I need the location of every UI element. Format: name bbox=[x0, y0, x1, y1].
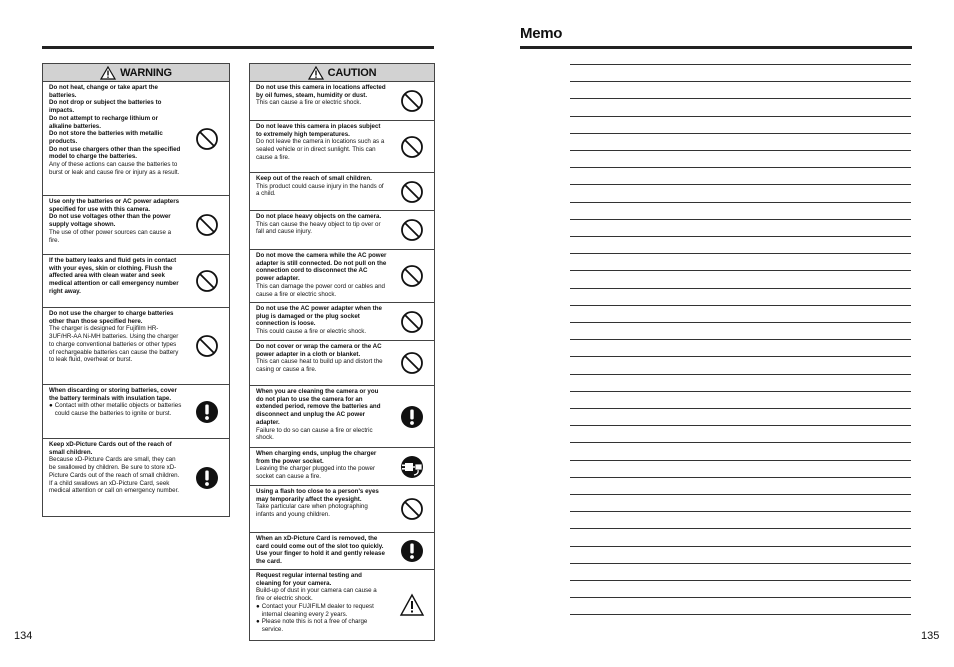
safety-row-text bbox=[43, 308, 185, 384]
memo-writing-line bbox=[570, 219, 911, 220]
top-rule-right bbox=[520, 46, 912, 49]
instruction-text: Using a flash too close to a person's eyes may temporarily affect the eyesight. bbox=[256, 488, 379, 503]
explanation-text: Do not leave the camera in locations such as a sealed vehicle or in direct sunlight. This can cause a fire. bbox=[256, 138, 385, 161]
instruction-text: Do not place heavy objects on the camera. bbox=[256, 213, 382, 220]
memo-writing-line bbox=[570, 202, 911, 203]
bullet-text: Contact with other metallic objects or batteries could cause the batteries to ignite or burst. bbox=[54, 402, 182, 418]
explanation-text: This can damage the power cord or cables and cause a fire or electric shock. bbox=[256, 282, 385, 298]
memo-writing-line bbox=[570, 184, 911, 185]
safety-row bbox=[250, 250, 434, 303]
memo-writing-line bbox=[570, 442, 911, 443]
memo-writing-line bbox=[570, 98, 911, 99]
safety-row bbox=[43, 385, 229, 439]
safety-row-text bbox=[43, 439, 185, 516]
instruction-text: Request regular internal testing and cleaning for your camera. bbox=[256, 572, 362, 587]
instruction-text: Use only the batteries or AC power adapters specified for use with this camera. bbox=[49, 198, 180, 213]
safety-row-text bbox=[43, 196, 185, 254]
bullet-dot-icon: ● bbox=[49, 402, 53, 410]
safety-row-text bbox=[250, 303, 390, 340]
safety-row bbox=[43, 439, 229, 516]
memo-writing-line bbox=[570, 150, 911, 151]
explanation-text: This can cause heat to build up and distort the casing or cause a fire. bbox=[256, 358, 383, 374]
prohibition-icon bbox=[390, 486, 434, 532]
prohibition-icon bbox=[185, 308, 229, 384]
memo-writing-line bbox=[570, 614, 911, 615]
prohibition-icon bbox=[390, 121, 434, 172]
safety-row-text bbox=[43, 255, 185, 307]
explanation-text: Any of these actions can cause the batteries to burst or leak and cause fire or injury as a result. bbox=[49, 161, 180, 176]
safety-row bbox=[250, 121, 434, 173]
memo-writing-line bbox=[570, 339, 911, 340]
prohibition-icon bbox=[390, 211, 434, 249]
explanation-text: The use of other power sources can cause a fire. bbox=[49, 228, 172, 244]
explanation-text: Failure to do so can cause a fire or electric shock. bbox=[256, 426, 373, 442]
safety-row-text bbox=[250, 82, 390, 120]
warning-table bbox=[42, 63, 230, 517]
safety-row bbox=[250, 570, 434, 640]
bullet-item bbox=[256, 603, 387, 618]
explanation-text: This product could cause injury in the hands of a child. bbox=[256, 182, 384, 198]
explanation-text: Take particular care when photographing infants and young children. bbox=[256, 503, 368, 519]
caution-heading: CAUTION bbox=[327, 66, 377, 79]
page-number-right: 135 bbox=[921, 630, 940, 642]
memo-writing-line bbox=[570, 253, 911, 254]
memo-writing-line bbox=[570, 477, 911, 478]
safety-row-text bbox=[250, 250, 390, 302]
prohibition-icon bbox=[390, 341, 434, 385]
memo-writing-line bbox=[570, 391, 911, 392]
prohibition-icon bbox=[185, 255, 229, 307]
safety-row bbox=[250, 173, 434, 211]
safety-row bbox=[250, 341, 434, 386]
instruction-text: Keep xD-Picture Cards out of the reach of small children. bbox=[49, 441, 172, 456]
memo-writing-line bbox=[570, 167, 911, 168]
prohibition-icon bbox=[185, 82, 229, 195]
caution-table bbox=[249, 63, 435, 641]
safety-row-text bbox=[250, 173, 390, 210]
safety-row-text bbox=[250, 386, 390, 447]
exclamation-triangle-icon bbox=[308, 66, 324, 80]
instruction-text: Do not use the charger to charge batteries other than those specified here. bbox=[49, 310, 174, 325]
memo-writing-line bbox=[570, 580, 911, 581]
page-number-left: 134 bbox=[14, 630, 33, 642]
instruction-text: Do not use voltages other than the power supply voltage shown. bbox=[49, 213, 171, 229]
warning-heading: WARNING bbox=[120, 66, 172, 79]
explanation-text: Leaving the charger plugged into the power socket can cause a fire. bbox=[256, 465, 376, 481]
safety-row-text bbox=[250, 211, 390, 249]
instruction-text: When discarding or storing batteries, cover the battery terminals with insulation tape. bbox=[49, 387, 177, 402]
memo-writing-line bbox=[570, 546, 911, 547]
memo-title: Memo bbox=[520, 25, 563, 42]
instruction-text: Do not use chargers other than the specified model to charge the batteries. bbox=[49, 145, 181, 161]
instruction-text: Do not move the camera while the AC power adapter is still connected. Do not pull on the connection cord to disconnect the AC power adapter. bbox=[256, 252, 387, 283]
prohibition-icon bbox=[390, 250, 434, 302]
safety-row bbox=[250, 303, 434, 341]
safety-row-text bbox=[250, 570, 390, 640]
memo-writing-line bbox=[570, 425, 911, 426]
memo-writing-line bbox=[570, 64, 911, 65]
memo-writing-line bbox=[570, 322, 911, 323]
prohibition-icon bbox=[185, 196, 229, 254]
safety-row bbox=[250, 82, 434, 121]
explanation-text: This can cause a fire or electric shock. bbox=[256, 99, 362, 107]
instruction-text: Do not store the batteries with metallic products. bbox=[49, 130, 163, 145]
instruction-text: Keep out of the reach of small children. bbox=[256, 175, 372, 182]
safety-row bbox=[43, 82, 229, 196]
explanation-text: This can cause the heavy object to tip over or fall and cause injury. bbox=[256, 220, 381, 236]
memo-writing-line bbox=[570, 511, 911, 512]
instruction-text: Do not leave this camera in places subject to extremely high temperatures. bbox=[256, 123, 381, 138]
mandatory-action-icon bbox=[185, 385, 229, 438]
safety-row-text bbox=[43, 82, 185, 195]
bullet-item bbox=[256, 618, 387, 633]
bullet-text: Contact your FUJIFILM dealer to request internal cleaning every 2 years. bbox=[261, 602, 374, 618]
instruction-text: Do not cover or wrap the camera or the AC power adapter in a cloth or blanket. bbox=[256, 343, 382, 358]
safety-row bbox=[250, 533, 434, 570]
memo-writing-line bbox=[570, 305, 911, 306]
memo-writing-line bbox=[570, 408, 911, 409]
memo-writing-line bbox=[570, 288, 911, 289]
explanation-text: Because xD-Picture Cards are small, they can be swallowed by children. Be sure to store xD-Picture Cards out of the reach of small children. If a child swallows an xD-Picture Card, seek medical attention or call on emergency number. bbox=[49, 456, 180, 495]
safety-row-text bbox=[250, 533, 390, 569]
memo-writing-line bbox=[570, 81, 911, 82]
caution-triangle-icon bbox=[390, 570, 434, 640]
safety-row bbox=[43, 196, 229, 255]
safety-row bbox=[250, 386, 434, 448]
safety-row bbox=[250, 448, 434, 486]
memo-writing-line bbox=[570, 460, 911, 461]
instruction-text: When charging ends, unplug the charger from the power socket. bbox=[256, 450, 377, 465]
caution-header bbox=[250, 64, 434, 82]
instruction-text: Do not heat, change or take apart the batteries. bbox=[49, 84, 158, 99]
explanation-text: This could cause a fire or electric shock. bbox=[256, 328, 367, 336]
top-rule-left bbox=[42, 46, 434, 49]
memo-writing-line bbox=[570, 494, 911, 495]
memo-writing-line bbox=[570, 133, 911, 134]
memo-writing-line bbox=[570, 356, 911, 357]
instruction-text: Do not attempt to recharge lithium or alkaline batteries. bbox=[49, 114, 158, 130]
bullet-dot-icon: ● bbox=[256, 618, 260, 626]
prohibition-icon bbox=[390, 303, 434, 340]
warning-header bbox=[43, 64, 229, 82]
instruction-text: If the battery leaks and fluid gets in contact with your eyes, skin or clothing. Flush the affected area with clean water and seek medical attention or call emergency number right away. bbox=[49, 257, 179, 295]
unplug-icon bbox=[390, 448, 434, 485]
memo-writing-line bbox=[570, 236, 911, 237]
bullet-text: Please note this is not a free of charge service. bbox=[261, 618, 368, 633]
safety-row bbox=[250, 211, 434, 250]
memo-writing-line bbox=[570, 270, 911, 271]
explanation-text: Build-up of dust in your camera can cause a fire or electric shock. bbox=[256, 587, 377, 603]
safety-row-text bbox=[250, 448, 390, 485]
mandatory-action-icon bbox=[390, 533, 434, 569]
safety-row-text bbox=[250, 121, 390, 172]
mandatory-action-icon bbox=[185, 439, 229, 516]
safety-row bbox=[250, 486, 434, 533]
memo-writing-line bbox=[570, 597, 911, 598]
safety-row-text bbox=[250, 486, 390, 532]
memo-writing-line bbox=[570, 116, 911, 117]
explanation-text: The charger is designed for Fujifilm HR-3UF/HR-AA Ni-MH batteries. Using the charger to charge conventional batteries or other types of rechargeable batteries can cause the battery to leak fluid, overheat or burst. bbox=[49, 325, 179, 364]
instruction-text: Do not use the AC power adapter when the plug is damaged or the plug socket connection is loose. bbox=[256, 305, 382, 328]
instruction-text: When an xD-Picture Card is removed, the card could come out of the slot too quickly. Use your finger to hold it and gently release the card. bbox=[256, 535, 385, 566]
mandatory-action-icon bbox=[390, 386, 434, 447]
memo-writing-line bbox=[570, 563, 911, 564]
bullet-item bbox=[49, 402, 182, 417]
memo-writing-line bbox=[570, 374, 911, 375]
memo-writing-line bbox=[570, 528, 911, 529]
prohibition-icon bbox=[390, 173, 434, 210]
safety-row-text bbox=[250, 341, 390, 385]
safety-row bbox=[43, 308, 229, 385]
bullet-dot-icon: ● bbox=[256, 602, 260, 610]
instruction-text: When you are cleaning the camera or you do not plan to use the camera for an extended period, remove the batteries and disconnect and unplug the AC power adapter. bbox=[256, 388, 381, 426]
exclamation-triangle-icon bbox=[100, 66, 116, 80]
instruction-text: Do not use this camera in locations affected by oil fumes, steam, humidity or dust. bbox=[256, 84, 386, 99]
safety-row-text bbox=[43, 385, 185, 438]
prohibition-icon bbox=[390, 82, 434, 120]
safety-row bbox=[43, 255, 229, 308]
instruction-text: Do not drop or subject the batteries to impacts. bbox=[49, 99, 162, 115]
